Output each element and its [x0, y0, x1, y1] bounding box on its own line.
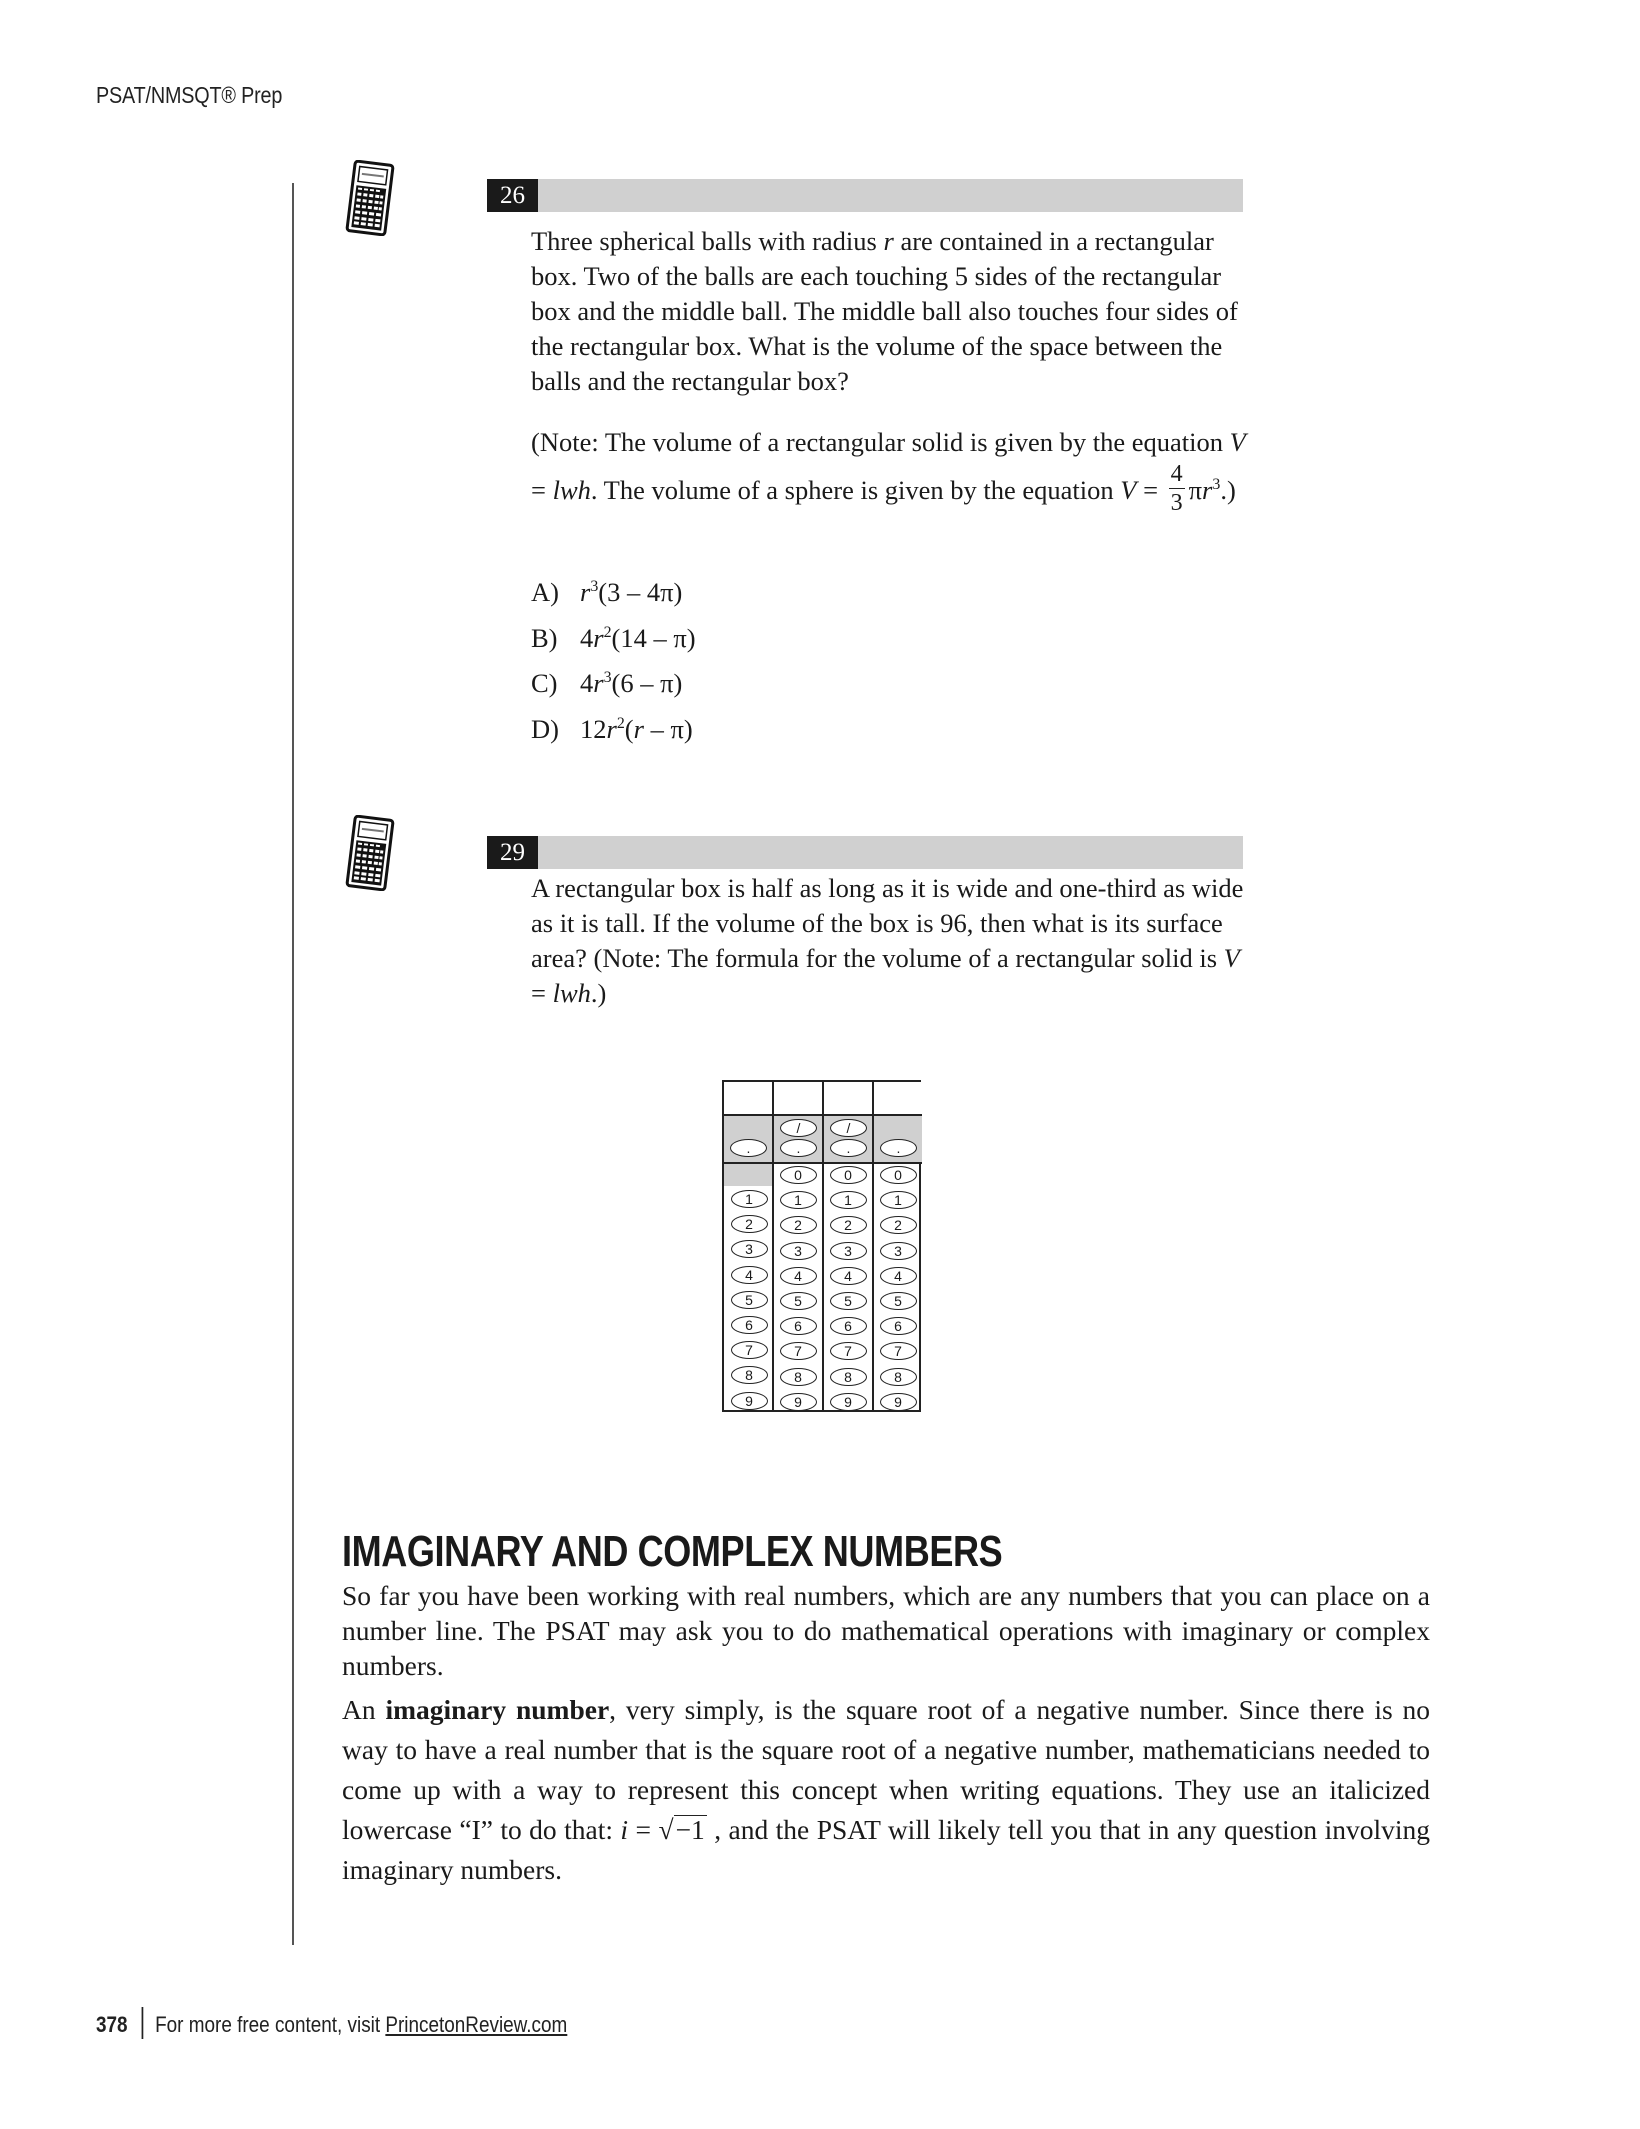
- bubble-2[interactable]: 2: [830, 1216, 867, 1234]
- princeton-review-link[interactable]: PrincetonReview.com: [385, 2011, 568, 2037]
- bubble-7[interactable]: 7: [830, 1342, 867, 1360]
- bubble-5[interactable]: 5: [880, 1292, 917, 1310]
- bubble-6[interactable]: 6: [830, 1317, 867, 1335]
- bubble-1[interactable]: 1: [880, 1191, 917, 1209]
- fraction: $\frac{4}{3}$: [1170, 461, 1183, 517]
- bubble-decimal[interactable]: .: [780, 1139, 817, 1157]
- grid-column-3: [822, 1082, 872, 1410]
- section-heading: IMAGINARY AND COMPLEX NUMBERS: [342, 1527, 1003, 1576]
- bubble-4[interactable]: 4: [880, 1267, 917, 1285]
- bubble-3[interactable]: 3: [880, 1242, 917, 1260]
- question-number: 29: [487, 836, 538, 869]
- bubble-9[interactable]: 9: [780, 1393, 817, 1411]
- bubble-0[interactable]: 0: [780, 1166, 817, 1184]
- bubble-3[interactable]: 3: [780, 1242, 817, 1260]
- bubble-2[interactable]: 2: [731, 1215, 768, 1233]
- section-paragraph-2: An imaginary number, very simply, is the square root of a negative number. Since there is no way to have a real number that is the square root of a negative number, mathematicians needed to come up with a way to represent this concept when writing equations. They use an italicized lowercase “I” to do that: i = √−1 , and the PSAT will likely tell you that in any question involving imaginary numbers.: [342, 1694, 1430, 1885]
- answer-entry-box[interactable]: [874, 1082, 922, 1116]
- answer-entry-box[interactable]: [824, 1082, 872, 1116]
- bubble-0[interactable]: 0: [880, 1166, 917, 1184]
- key-term: imaginary number: [385, 1694, 610, 1725]
- bubble-slash[interactable]: /: [780, 1119, 817, 1137]
- grid-column-2: [772, 1082, 822, 1410]
- bubble-9[interactable]: 9: [880, 1393, 917, 1411]
- choice-b[interactable]: B) $4r^2(14 - \pi)$: [531, 622, 696, 653]
- choice-a[interactable]: A) $r^3(3 - 4\pi)$: [531, 577, 683, 607]
- question-26-stem: Three spherical balls with radius r are contained in a rectangular box. Two of the balls are each touching 5 sides of the rectangular box and the middle ball. The middle ball also touches four sides of the rectangular box. What is the volume of the space between the balls and the rectangular box? (Note: The volume of a rectangular solid is given by the equation V = lwh. The volume of a sphere is given by the equation V = $\frac{4}{3}$ $\pi r^3$.): [531, 224, 1251, 519]
- grid-column-1: [724, 1082, 774, 1410]
- bubble-1[interactable]: 1: [780, 1191, 817, 1209]
- choice-c[interactable]: C) $4r^3(6 - \pi)$: [531, 668, 683, 698]
- footer-text: For more free content, visit: [155, 2011, 386, 2037]
- bubble-decimal[interactable]: .: [830, 1139, 867, 1157]
- page-footer: [96, 2010, 567, 2042]
- answer-entry-box[interactable]: [774, 1082, 822, 1116]
- bubble-7[interactable]: 7: [731, 1341, 768, 1359]
- bubble-5[interactable]: 5: [780, 1292, 817, 1310]
- bubble-1[interactable]: 1: [830, 1191, 867, 1209]
- bubble-8[interactable]: 8: [731, 1366, 768, 1384]
- grid-in-answer: [722, 1080, 921, 1412]
- question-26-note: (Note: The volume of a rectangular solid is given by the equation V = lwh. The volume of a sphere is given by the equation V = $\frac{4}{3}$ $\pi r^3$.): [531, 427, 1246, 517]
- bubble-6[interactable]: 6: [780, 1317, 817, 1335]
- page-number: 378: [96, 2011, 128, 2037]
- bubble-6[interactable]: 6: [731, 1316, 768, 1334]
- bubble-decimal[interactable]: .: [730, 1139, 767, 1157]
- bubble-3[interactable]: 3: [731, 1240, 768, 1258]
- bubble-4[interactable]: 4: [830, 1267, 867, 1285]
- question-29-header: [487, 836, 1243, 869]
- grid-column-4: [872, 1082, 922, 1410]
- bubble-5[interactable]: 5: [731, 1291, 768, 1309]
- bubble-9[interactable]: 9: [731, 1392, 768, 1410]
- margin-rule: [292, 183, 294, 1945]
- choice-d[interactable]: D) $12r^2(r - \pi)$: [531, 713, 693, 744]
- section-paragraph-1: So far you have been working with real numbers, which are any numbers that you can place on a number line. The PSAT may ask you to do mathematical operations with imaginary or complex numbers.: [342, 1580, 1430, 1681]
- bubble-8[interactable]: 8: [880, 1368, 917, 1386]
- bubble-7[interactable]: 7: [880, 1342, 917, 1360]
- calculator-icon: [345, 160, 395, 236]
- answer-choices: [531, 570, 696, 752]
- bubble-4[interactable]: 4: [780, 1267, 817, 1285]
- bubble-7[interactable]: 7: [780, 1342, 817, 1360]
- bubble-3[interactable]: 3: [830, 1242, 867, 1260]
- bubble-9[interactable]: 9: [830, 1393, 867, 1411]
- bubble-decimal[interactable]: .: [880, 1139, 917, 1157]
- bubble-slash[interactable]: /: [830, 1119, 867, 1137]
- calculator-icon: [345, 815, 395, 891]
- question-29-stem: A rectangular box is half as long as it is wide and one-third as wide as it is tall. If the volume of the box is 96, then what is its surface area? (Note: The formula for the volume of a rectangular solid is V = lwh.): [531, 873, 1244, 1008]
- question-26-header: [487, 179, 1243, 212]
- bubble-5[interactable]: 5: [830, 1292, 867, 1310]
- bubble-8[interactable]: 8: [830, 1368, 867, 1386]
- bubble-6[interactable]: 6: [880, 1317, 917, 1335]
- bubble-2[interactable]: 2: [880, 1216, 917, 1234]
- answer-entry-box[interactable]: [724, 1082, 774, 1116]
- footer-divider: [141, 2007, 143, 2039]
- bubble-4[interactable]: 4: [731, 1266, 768, 1284]
- bubble-1[interactable]: 1: [731, 1190, 768, 1208]
- bubble-0[interactable]: 0: [830, 1166, 867, 1184]
- bubble-2[interactable]: 2: [780, 1216, 817, 1234]
- question-number: 26: [487, 179, 538, 212]
- bubble-8[interactable]: 8: [780, 1368, 817, 1386]
- running-head: PSAT/NMSQT® Prep: [96, 82, 283, 108]
